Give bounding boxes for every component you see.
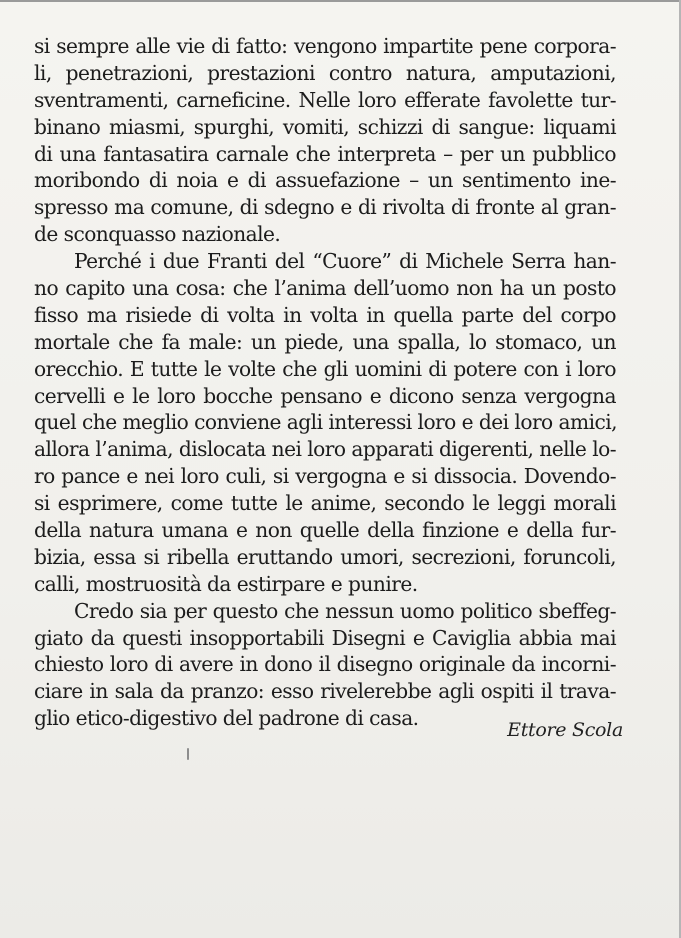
text-line: della natura umana e non quelle della finzione e della fur- [34,518,616,543]
page-top-edge [0,0,681,2]
text-line: fisso ma risiede di volta in volta in quella parte del corpo [34,302,616,327]
text-line: si esprimere, come tutte le anime, secondo le leggi morali [34,491,616,516]
text-line: bizia, essa si ribella eruttando umori, secrezioni, foruncoli, [34,544,616,569]
text-line: li, penetrazioni, prestazioni contro natura, amputazioni, [34,60,616,85]
text-line: mortale che fa male: un piede, una spalla, lo stomaco, un [34,329,616,354]
paragraph-2 [34,248,616,598]
text-line: Perché i due Franti del “Cuore” di Michele Serra han- [74,249,616,274]
text-line: Credo sia per questo che nessun uomo politico sbeffeg- [74,598,616,623]
text-line: spresso ma comune, di sdegno e di rivolta di fronte al gran- [34,195,616,220]
text-line: cervelli e le loro bocche pensano e dicono senza vergogna [34,383,616,408]
text-line: moribondo di noia e di assuefazione – un sentimento ine- [34,168,616,193]
author-signature: Ettore Scola [507,719,623,741]
text-line: de sconquasso nazionale. [34,222,281,247]
text-line: allora l’anima, dislocata nei loro apparati digerenti, nelle lo- [34,437,616,462]
text-line: di una fantasatira carnale che interpreta – per un pubblico [34,141,616,166]
text-line: si sempre alle vie di fatto: vengono impartite pene corpora- [34,34,616,58]
text-line: orecchio. E tutte le volte che gli uomini di potere con i loro [34,356,616,381]
paragraph-3 [34,598,616,732]
paragraph-1 [34,33,616,248]
text-line: no capito una cosa: che l’anima dell’uomo non ha un posto [34,276,616,301]
text-line: sventramenti, carneficine. Nelle loro efferate favolette tur- [34,87,616,112]
paper-speck [187,748,189,760]
text-line: binano miasmi, spurghi, vomiti, schizzi di sangue: liquami [34,114,616,139]
text-line: chiesto loro di avere in dono il disegno originale da incorni- [34,652,616,677]
text-line: giato da questi insopportabili Disegni e Caviglia abbia mai [34,625,616,650]
text-line: ro pance e nei loro culi, si vergogna e si dissocia. Dovendo- [34,464,616,489]
text-line: calli, mostruosità da estirpare e punire. [34,571,418,596]
text-line: glio etico-digestivo del padrone di casa. [34,706,419,731]
body-text [34,33,616,732]
text-line: quel che meglio conviene agli interessi loro e dei loro amici, [34,410,618,435]
text-line: ciare in sala da pranzo: esso rivelerebbe agli ospiti il trava- [34,679,616,704]
